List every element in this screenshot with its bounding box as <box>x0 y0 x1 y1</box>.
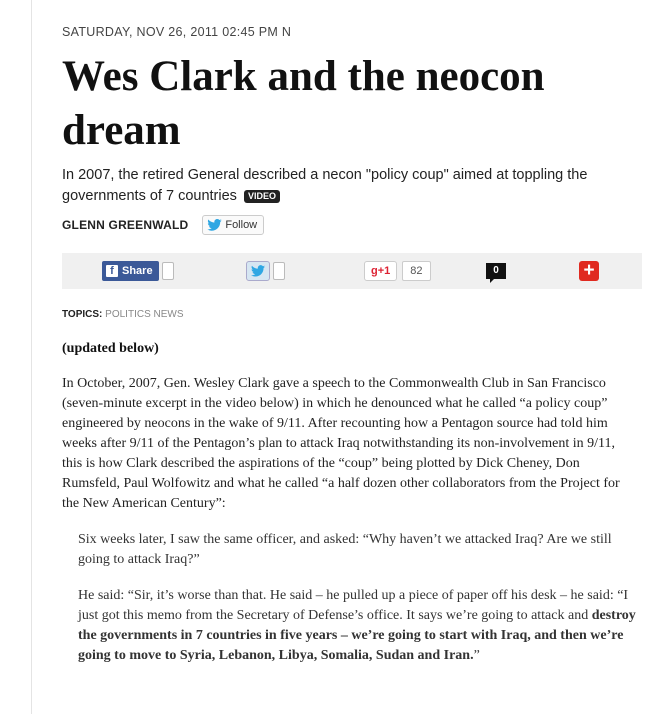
twitter-share-button[interactable] <box>246 261 270 281</box>
follow-label: Follow <box>225 219 258 231</box>
byline <box>62 213 264 237</box>
video-badge[interactable]: VIDEO <box>244 190 280 203</box>
dek <box>62 165 622 207</box>
topics <box>62 309 184 320</box>
facebook-share-button[interactable] <box>102 261 159 281</box>
googleplus-share <box>364 261 431 281</box>
quote-2-intro: He said: “Sir, it’s worse than that. He said – he pulled up a piece of paper off his desk – he said: “I just got this memo from the Secretary of Defense’s office. It says we’re going to attack and <box>78 588 629 623</box>
body-paragraph: In October, 2007, Gen. Wesley Clark gave a speech to the Commonwealth Club in San Francisco (seven-minute excerpt in the video below) in which he denounced what he called “a policy coup” engineered by neocons in the wake of 9/11. After recounting how a Pentagon source had told him weeks after 9/11 of the Pentagon’s plan to attack Iraq notwithstanding its non-involvement in 9/11, this is how Clark described the aspirations of the “coup” being plotted by Dick Cheney, Don Rumsfeld, Paul Wolfowitz and what he called “a half dozen other collaborators from the Project for the New American Century”: <box>62 376 620 511</box>
twitter-share <box>246 261 285 281</box>
more-share-button[interactable]: + <box>579 261 599 281</box>
headline: Wes Clark and the neocon dream <box>62 53 545 154</box>
googleplus-button[interactable] <box>364 261 397 281</box>
quote-2-bold: destroy the governments in 7 countries in five years – we’re going to start with Iraq, and then we’re going to move to Syria, Lebanon, Libya, Somalia, Sudan and Iran. <box>78 608 636 663</box>
share-bar <box>62 253 642 289</box>
topic-link[interactable]: POLITICS NEWS <box>105 309 184 320</box>
facebook-icon: f <box>106 265 118 277</box>
dek-text: In 2007, the retired General described a necon "policy coup" aimed at toppling the governments of 7 countries <box>62 167 588 204</box>
facebook-share <box>102 261 174 281</box>
blockquote-1: Six weeks later, I saw the same officer, and asked: “Why haven’t we attacked Iraq? Are we still going to attack Iraq?” <box>78 532 612 567</box>
dateline: SATURDAY, NOV 26, 2011 02:45 PM N <box>62 25 292 39</box>
twitter-bird-icon <box>251 265 265 277</box>
facebook-share-label: Share <box>122 265 153 277</box>
googleplus-count: 82 <box>402 261 430 281</box>
twitter-follow-button[interactable] <box>202 215 264 235</box>
more-share <box>579 261 599 281</box>
comments <box>486 261 506 281</box>
author-link[interactable]: GLENN GREENWALD <box>62 218 189 232</box>
twitter-count <box>273 262 285 280</box>
googleplus-label: +1 <box>377 265 391 277</box>
comment-count-bubble[interactable]: 0 <box>486 263 506 279</box>
column-divider <box>31 0 32 714</box>
topics-label: TOPICS: <box>62 309 103 320</box>
update-note: (updated below) <box>62 341 159 356</box>
facebook-count <box>162 262 174 280</box>
quote-2-end: ” <box>473 648 480 663</box>
twitter-bird-icon <box>207 219 222 231</box>
googleplus-icon: g <box>371 265 378 277</box>
blockquote-2 <box>78 586 638 666</box>
